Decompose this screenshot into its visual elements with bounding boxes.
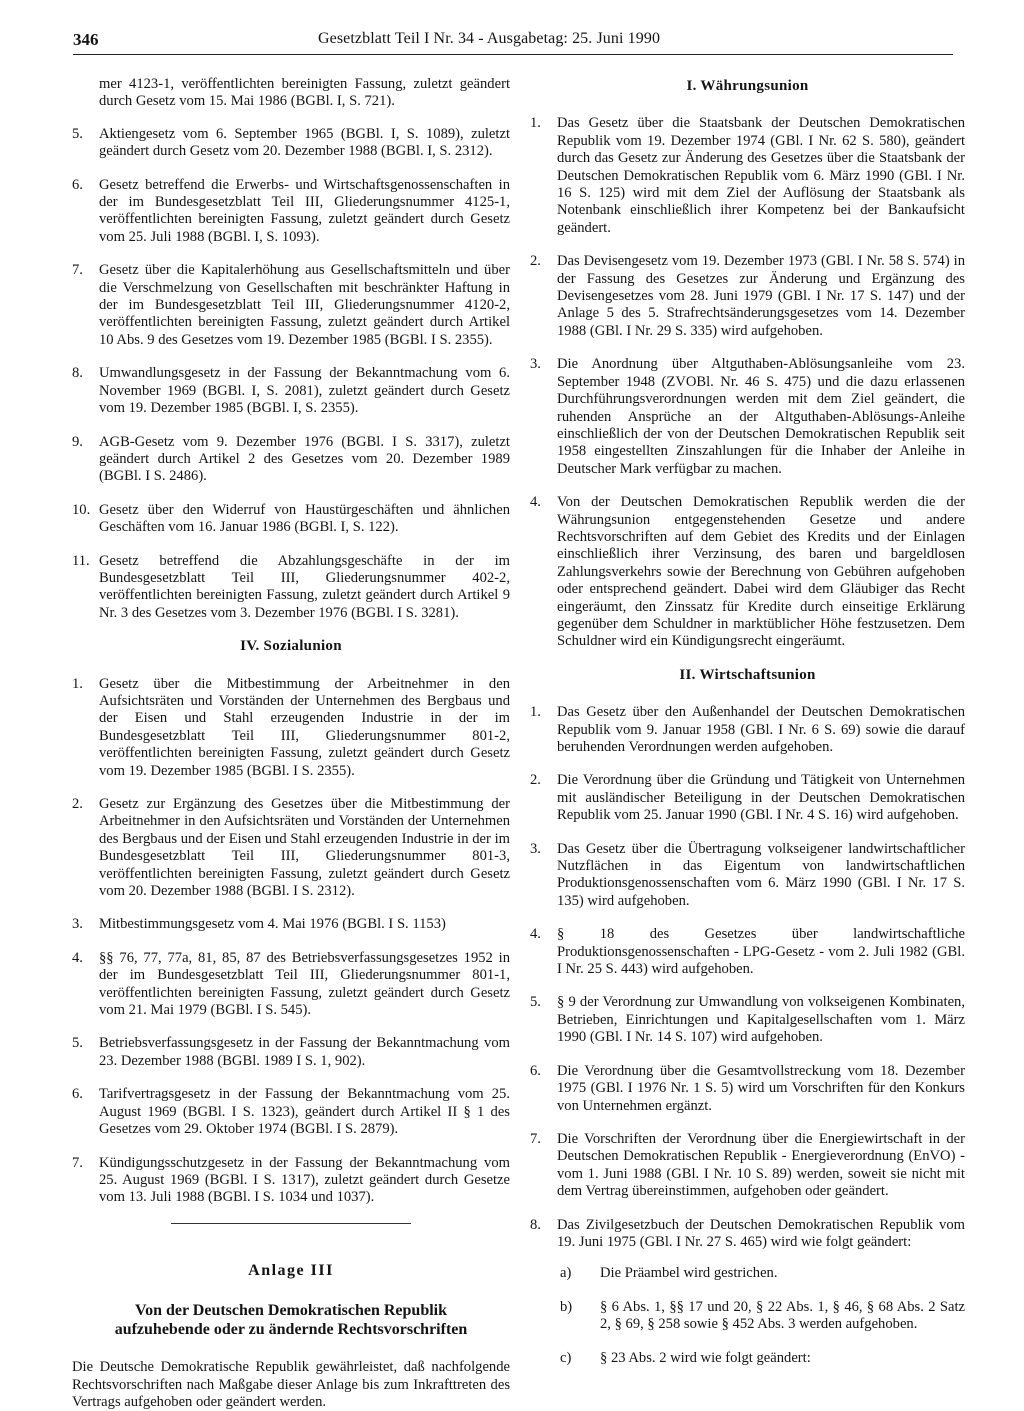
list-item	[72, 676, 510, 780]
item-number: 11.	[72, 552, 90, 569]
list-item	[72, 177, 510, 247]
item-number: 7.	[72, 262, 83, 279]
item-text: Kündigungsschutzgesetz in der Fassung der Bekanntmachung vom 25. August 1969 (BGBl. I S. 1317), zuletzt geändert durch Gesetze vom 13. Juli 1988 (BGBl. I S. 1034 und 1037).	[99, 1154, 510, 1206]
list-item	[72, 434, 510, 486]
item-number: 4.	[530, 494, 541, 511]
item-text: Tarifvertragsgesetz in der Fassung der Bekanntmachung vom 25. August 1969 (BGBl. I S. 1323), geändert durch Artikel II § 1 des Gesetzes vom 29. Oktober 1974 (BGBl. I S. 2879).	[99, 1086, 510, 1138]
list-item	[530, 494, 965, 651]
item-number: 5.	[530, 994, 541, 1011]
list-item	[530, 994, 965, 1046]
item-text: Umwandlungsgesetz in der Fassung der Bekanntmachung vom 6. November 1969 (BGBl. I, S. 2081), zuletzt geändert durch Gesetz vom 19. Dezember 1985 (BGBl. I, S. 2355).	[99, 365, 510, 417]
item-text: Gesetz über den Widerruf von Haustürgeschäften und ähnlichen Geschäften vom 16. Januar 1986 (BGBl. I, S. 122).	[99, 501, 510, 536]
anlage-subtitle	[72, 1301, 510, 1339]
section-heading-waehrungsunion: I. Währungsunion	[686, 78, 809, 94]
item-text: § 9 der Verordnung zur Umwandlung von volkseigenen Kombinaten, Betrieben, Einrichtungen und Kapitalgesellschaften vom 1. März 1990 (GBl. I Nr. 14 S. 107) wird aufgehoben.	[557, 994, 965, 1046]
list-item	[530, 356, 965, 478]
anlage-subtitle-line-1: Von der Deutschen Demokratischen Republik	[134, 1302, 448, 1320]
item-number: 3.	[530, 840, 541, 857]
item-text: Mitbestimmungsgesetz vom 4. Mai 1976 (BGBl. I S. 1153)	[99, 916, 446, 933]
sub-item-text: § 23 Abs. 2 wird wie folgt geändert:	[600, 1349, 811, 1366]
item-text: Das Devisengesetz vom 19. Dezember 1973 (GBl. I Nr. 58 S. 574) in der Fassung des Gesetzes zur Änderung und Ergänzung des Devisengesetzes vom 28. Juni 1979 (GBl. I Nr. 17 S. 147) und der Anlage 5 des 5. Strafrechtsänderungsgesetzes vom 14. Dezember 1988 (GBl. I Nr. 29 S. 335) wird aufgehoben.	[557, 253, 965, 339]
wirtschaftsunion-list	[530, 704, 965, 1251]
item-number: 1.	[72, 675, 83, 692]
list-item	[72, 1086, 510, 1138]
list-item	[530, 841, 965, 911]
sub-list-item	[530, 1350, 965, 1367]
item-text: §§ 76, 77, 77a, 81, 85, 87 des Betriebsverfassungsgesetzes 1952 in der im Bundesgesetzblatt Teil III, Gliederungsnummer 801-1, veröffentlichten bereinigten Fassung, zuletzt geändert durch Gesetz vom 21. Mai 1979 (BGBl. I S. 545).	[99, 949, 510, 1019]
item-number: 10.	[72, 501, 91, 518]
item-number: 2.	[530, 253, 541, 270]
item-number: 5.	[72, 1035, 83, 1052]
list-item	[530, 926, 965, 978]
list-item	[72, 502, 510, 537]
item-number: 1.	[530, 704, 541, 721]
item-text: AGB-Gesetz vom 9. Dezember 1976 (BGBl. I S. 3317), zuletzt geändert durch Artikel 2 des Gesetzes vom 20. Dezember 1989 (BGBl. I S. 2486).	[99, 433, 510, 485]
list-items-5-11	[72, 126, 510, 622]
list-item	[72, 1035, 510, 1070]
item-number: 9.	[72, 433, 83, 450]
list-item	[72, 916, 510, 933]
sub-list-item	[530, 1299, 965, 1334]
zgb-sub-list	[530, 1265, 965, 1367]
item-text: § 18 des Gesetzes über landwirtschaftliche Produktionsgenossenschaften - LPG-Gesetz - vom 2. Juli 1982 (GBl. I Nr. 25 S. 443) wird aufgehoben.	[557, 926, 965, 978]
sub-item-label: c)	[560, 1349, 572, 1366]
list-item	[530, 704, 965, 756]
item-text: Gesetz betreffend die Abzahlungsgeschäfte in der im Bundesgesetzblatt Teil III, Gliederungsnummer 402-2, veröffentlichten bereinigten Fassung, zuletzt geändert durch Artikel 9 Nr. 3 des Gesetzes vom 3. Dezember 1976 (BGBl. I S. 3281).	[99, 552, 510, 621]
waehrungsunion-list	[530, 115, 965, 650]
item-text: Gesetz über die Mitbestimmung der Arbeitnehmer in den Aufsichtsräten und Vorständen der Unternehmen des Bergbaus und der Eisen und Stahl erzeugenden Industrie in der im Bundesgesetzblatt Teil III, Gliederungsnummer 801-2, veröffentlichten bereinigten Fassung, zuletzt geändert durch Gesetz vom 19. Dezember 1985 (BGBl. I S. 2355).	[99, 675, 510, 779]
anlage-intro-paragraph: Die Deutsche Demokratische Republik gewährleistet, daß nachfolgende Rechtsvorschriften nach Maßgabe dieser Anlage bis zum Inkrafttreten des Vertrags aufgehoben oder geändert werden.	[72, 1359, 510, 1410]
item-number: 4.	[72, 949, 83, 966]
sub-item-text: § 6 Abs. 1, §§ 17 und 20, § 22 Abs. 1, § 46, § 68 Abs. 2 Satz 2, § 69, § 258 sowie § 452 Abs. 3 werden aufgehoben.	[600, 1298, 965, 1333]
list-item	[72, 126, 510, 161]
left-column	[72, 76, 510, 1411]
sozialunion-list	[72, 676, 510, 1207]
list-item	[530, 1063, 965, 1115]
item-text: Gesetz zur Ergänzung des Gesetzes über die Mitbestimmung der Arbeitnehmer in den Aufsichtsräten und Vorständen der Unternehmen des Bergbaus und der Eisen und Stahl erzeugenden Industrie in der im Bundesgesetzblatt Teil III, Gliederungsnummer 801-3, veröffentlichten bereinigten Fassung, zuletzt geändert durch Gesetz vom 20. Dezember 1988 (BGBl. I S. 2312).	[99, 796, 510, 900]
item-number: 6.	[72, 176, 83, 193]
continuation-paragraph: mer 4123-1, veröffentlichten bereinigten Fassung, zuletzt geändert durch Gesetz vom 15. Mai 1986 (BGBl. I, S. 721).	[99, 76, 510, 110]
item-number: 8.	[530, 1216, 541, 1233]
list-item	[530, 1217, 965, 1252]
list-item	[530, 253, 965, 340]
item-text: Von der Deutschen Demokratischen Republik werden die der Währungsunion entgegenstehenden Gesetze und andere Rechtsvorschriften auf dem Gebiet des Kredits und der Einlagen einschließlich ihrer Verzinsung, des baren und bargeldlosen Zahlungsverkehrs sowie der Berechnung von Gebühren aufgehoben oder entsprechend geändert. Dabei wird dem Gläubiger das Recht eingeräumt, den Zinssatz für Kredite durch einseitige Erklärung gegenüber dem Schuldner in marktüblicher Höhe festzusetzen. Dem Schuldner wird ein Kündigungsrecht eingeräumt.	[557, 494, 965, 650]
item-text: Betriebsverfassungsgesetz in der Fassung der Bekanntmachung vom 23. Dezember 1988 (BGBl. 1989 I S. 1, 902).	[99, 1035, 510, 1069]
sub-list-item	[530, 1265, 965, 1282]
item-text: Das Zivilgesetzbuch der Deutschen Demokratischen Republik vom 19. Juni 1975 (GBl. I Nr. 27 S. 465) wird wie folgt geändert:	[557, 1216, 965, 1250]
page-header	[73, 30, 953, 55]
item-text: Gesetz betreffend die Erwerbs- und Wirtschaftsgenossenschaften in der im Bundesgesetzblatt Teil III, Gliederungsnummer 4125-1, veröffentlichten bereinigten Fassung, zuletzt geändert durch Gesetz vom 25. Juli 1988 (BGBl. I, S. 1093).	[99, 176, 510, 245]
page-number: 346	[73, 30, 99, 49]
anlage-heading: Anlage III	[248, 1261, 334, 1279]
item-text: Die Anordnung über Altguthaben-Ablösungsanleihe vom 23. September 1948 (ZVOBl. Nr. 46 S. 475) und die dazu erlassenen Durchführungsverordnungen werden mit dem Ziel geändert, die ruhenden Ansprüche an der Altguthaben-Ablösungs-Anleihe einschließlich der von der Deutschen Demokratischen Republik seit 1958 eingestellten Zinszahlungen für die Inhaber der Anleihe in Deutscher Mark verfügbar zu machen.	[557, 356, 965, 477]
item-number: 6.	[72, 1086, 83, 1103]
item-number: 3.	[530, 356, 541, 373]
running-title: Gesetzblatt Teil I Nr. 34 - Ausgabetag: 25. Juni 1990	[318, 30, 661, 47]
item-number: 2.	[530, 772, 541, 789]
item-text: Das Gesetz über die Übertragung volkseigener landwirtschaftlicher Nutzflächen in das Eigentum von landwirtschaftlichen Produktionsgenossenschaften vom 6. März 1990 (GBl. I Nr. 17 S. 135) wird aufgehoben.	[557, 840, 965, 909]
list-item	[530, 772, 965, 824]
item-number: 7.	[530, 1130, 541, 1147]
anlage-subtitle-line-2: aufzuhebende oder zu ändernde Rechtsvorschriften	[114, 1321, 468, 1339]
right-column	[530, 76, 965, 1383]
item-number: 3.	[72, 916, 83, 933]
item-number: 1.	[530, 115, 541, 132]
item-text: Die Verordnung über die Gesamtvollstreckung vom 18. Dezember 1975 (GBl. I 1976 Nr. 1 S. 5) wird um Vorschriften für den Konkurs von Unternehmen ergänzt.	[557, 1062, 965, 1114]
list-item	[530, 115, 965, 237]
sub-item-label: a)	[560, 1265, 572, 1282]
item-number: 6.	[530, 1062, 541, 1079]
list-item	[72, 553, 510, 623]
list-item	[72, 1155, 510, 1207]
list-item	[530, 1131, 965, 1201]
list-item	[72, 262, 510, 349]
item-number: 4.	[530, 926, 541, 943]
item-number: 5.	[72, 125, 83, 142]
section-heading-sozialunion: IV. Sozialunion	[240, 638, 342, 655]
item-number: 7.	[72, 1154, 83, 1171]
item-text: Das Gesetz über den Außenhandel der Deutschen Demokratischen Republik vom 9. Januar 1958 (GBl. I Nr. 6 S. 69) sowie die darauf beruhenden Verordnungen werden aufgehoben.	[557, 704, 965, 755]
list-item	[72, 950, 510, 1020]
sub-item-text: Die Präambel wird gestrichen.	[600, 1265, 778, 1282]
item-number: 2.	[72, 796, 83, 812]
item-text: Das Gesetz über die Staatsbank der Deutschen Demokratischen Republik vom 19. Dezember 1974 (GBl. I Nr. 62 S. 580), geändert durch das Gesetz zur Änderung des Gesetzes über die Staatsbank der Deutschen Demokratischen Republik vom 6. März 1990 (GBl. I Nr. 16 S. 125) wird mit dem Ziel der Auflösung der Staatsbank als Notenbank einschließlich ihrer Kompetenz bei der Bankaufsicht geändert.	[557, 115, 965, 236]
item-text: Aktiengesetz vom 6. September 1965 (BGBl. I, S. 1089), zuletzt geändert durch Gesetz vom 20. Dezember 1988 (BGBl. I, S. 2312).	[99, 125, 510, 160]
item-text: Die Vorschriften der Verordnung über die Energiewirtschaft in der Deutschen Demokratischen Republik - Energieverordnung (EnVO) - vom 1. Juni 1988 (GBl. I Nr. 10 S. 89) werden, soweit sie nicht mit dem Vertrag übereinstimmen, aufgehoben oder geändert.	[557, 1130, 965, 1200]
section-divider	[171, 1223, 411, 1224]
item-number: 8.	[72, 365, 83, 382]
item-text: Gesetz über die Kapitalerhöhung aus Gesellschaftsmitteln und über die Verschmelzung von Gesellschaften mit beschränkter Haftung in der im Bundesgesetzblatt Teil III, Gliederungsnummer 4120-2, veröffentlichten bereinigten Fassung, zuletzt geändert durch Artikel 10 Abs. 9 des Gesetzes vom 19. Dezember 1985 (BGBl. I S. 2355).	[99, 262, 510, 348]
item-text: Die Verordnung über die Gründung und Tätigkeit von Unternehmen mit ausländischer Beteiligung in der Deutschen Demokratischen Republik vom 25. Januar 1990 (GBl. I Nr. 4 S. 16) wird aufgehoben.	[557, 772, 965, 824]
section-heading-wirtschaftsunion: II. Wirtschaftsunion	[679, 666, 816, 683]
sub-item-label: b)	[560, 1298, 573, 1315]
list-item	[72, 796, 510, 900]
list-item	[72, 365, 510, 417]
